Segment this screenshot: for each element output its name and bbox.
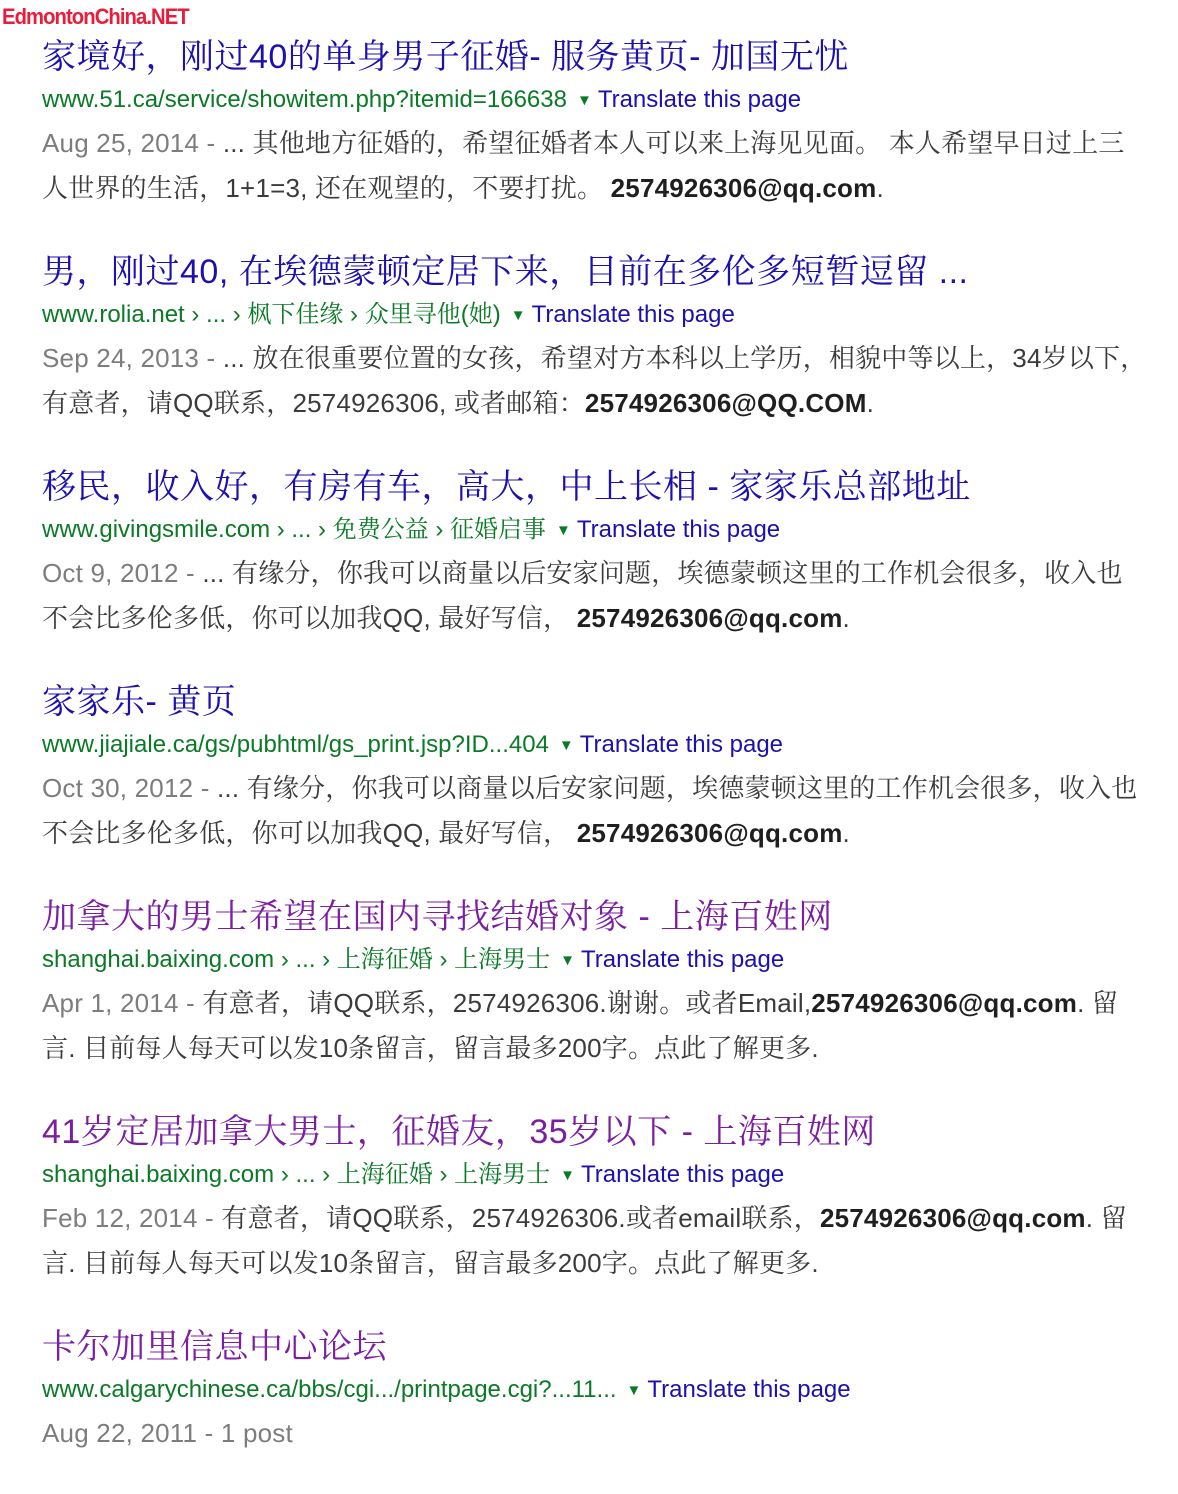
result-title-link[interactable]: 卡尔加里信息中心论坛 bbox=[42, 1328, 387, 1366]
result-url: www.51.ca/service/showitem.php?itemid=166638 bbox=[42, 86, 567, 113]
snippet-text: 有意者，请QQ联系，2574926306.或者email联系， bbox=[221, 1203, 820, 1233]
result-breadcrumb-url: shanghai.baixing.com › ... › 上海征婚 › 上海男士 bbox=[42, 1161, 551, 1188]
result-breadcrumb-url: www.rolia.net › ... › 枫下佳缘 › 众里寻他(她) bbox=[42, 301, 501, 328]
translate-this-page-link[interactable]: Translate this page bbox=[597, 86, 802, 113]
snippet-text: 有意者，请QQ联系，2574926306.谢谢。或者Email, bbox=[202, 988, 812, 1018]
search-result bbox=[42, 34, 1150, 211]
chevron-down-icon[interactable]: ▼ bbox=[510, 307, 526, 324]
result-url: www.calgarychinese.ca/bbs/cgi.../printpage.cgi?...11... bbox=[42, 1376, 617, 1403]
translate-this-page-link[interactable]: Translate this page bbox=[581, 1161, 785, 1188]
result-snippet bbox=[42, 1411, 1148, 1456]
search-result bbox=[42, 464, 1150, 641]
translate-this-page-link[interactable]: Translate this page bbox=[576, 516, 781, 543]
snippet-email-bold: 2574926306@qq.com bbox=[576, 818, 843, 848]
snippet-email-bold: 2574926306@QQ.COM bbox=[584, 388, 867, 418]
search-result bbox=[42, 249, 1150, 426]
chevron-down-icon[interactable]: ▼ bbox=[626, 1382, 642, 1399]
chevron-down-icon[interactable]: ▼ bbox=[560, 1167, 575, 1184]
result-snippet bbox=[42, 981, 1148, 1071]
result-url-line bbox=[42, 1370, 1150, 1411]
snippet-email-bold: 2574926306@qq.com bbox=[610, 173, 877, 203]
result-date: Aug 22, 2011 - 1 post bbox=[42, 1418, 293, 1448]
search-result bbox=[42, 1324, 1150, 1456]
snippet-text-after: . 留言. 目前每人每天可以发10条留言，留言最多200字。点此了解更多. bbox=[42, 1203, 1127, 1278]
result-url-line bbox=[42, 940, 1150, 981]
result-url-line bbox=[42, 80, 1150, 121]
result-url-line bbox=[42, 295, 1150, 336]
result-date: Oct 30, 2012 - bbox=[42, 773, 217, 803]
result-date: Aug 25, 2014 - bbox=[42, 128, 223, 158]
translate-this-page-link[interactable]: Translate this page bbox=[531, 301, 735, 328]
result-title-link[interactable]: 家家乐- 黄页 bbox=[42, 683, 237, 721]
result-date: Apr 1, 2014 - bbox=[42, 988, 203, 1018]
snippet-text: ... 有缘分，你我可以商量以后安家问题，埃德蒙顿这里的工作机会很多，收入也不会比多伦多低，你可以加我QQ, 最好写信， bbox=[42, 558, 1123, 633]
result-url-line bbox=[42, 510, 1150, 551]
snippet-email-bold: 2574926306@qq.com bbox=[811, 988, 1078, 1018]
result-snippet bbox=[42, 766, 1148, 856]
snippet-text-after: . bbox=[876, 173, 884, 203]
result-url-line bbox=[42, 1155, 1150, 1196]
result-title-link[interactable]: 加拿大的男士希望在国内寻找结婚对象 - 上海百姓网 bbox=[42, 898, 833, 936]
result-title-link[interactable]: 男，刚过40, 在埃德蒙顿定居下来，目前在多伦多短暂逗留 ... bbox=[42, 253, 969, 291]
snippet-text-after: . bbox=[842, 818, 850, 848]
result-snippet bbox=[42, 1196, 1148, 1286]
snippet-text: ... 其他地方征婚的，希望征婚者本人可以来上海见见面。 本人希望早日过上三人世界的生活，1+1=3, 还在观望的，不要打扰。 bbox=[42, 128, 1125, 203]
translate-this-page-link[interactable]: Translate this page bbox=[581, 946, 785, 973]
snippet-text-after: . 留言. 目前每人每天可以发10条留言，留言最多200字。点此了解更多. bbox=[42, 988, 1119, 1063]
search-result bbox=[42, 1109, 1150, 1286]
result-date: Oct 9, 2012 - bbox=[42, 558, 203, 588]
result-title-link[interactable]: 家境好，刚过40的单身男子征婚- 服务黄页- 加国无忧 bbox=[42, 38, 849, 76]
chevron-down-icon[interactable]: ▼ bbox=[558, 737, 574, 754]
chevron-down-icon[interactable]: ▼ bbox=[560, 952, 575, 969]
snippet-text-after: . bbox=[866, 388, 875, 418]
result-snippet bbox=[42, 551, 1148, 641]
edmontonchina-watermark: EdmontonChina.NET bbox=[2, 4, 189, 29]
result-breadcrumb-url: shanghai.baixing.com › ... › 上海征婚 › 上海男士 bbox=[42, 946, 551, 973]
snippet-text: ... 有缘分，你我可以商量以后安家问题，埃德蒙顿这里的工作机会很多，收入也不会比多伦多低，你可以加我QQ, 最好写信， bbox=[42, 773, 1138, 848]
search-results-list bbox=[42, 34, 1150, 1494]
snippet-email-bold: 2574926306@qq.com bbox=[576, 603, 843, 633]
result-url-line bbox=[42, 725, 1150, 766]
search-result bbox=[42, 679, 1150, 856]
search-result bbox=[42, 894, 1150, 1071]
result-breadcrumb-url: www.givingsmile.com › ... › 免费公益 › 征婚启事 bbox=[42, 516, 547, 543]
snippet-text: ... 放在很重要位置的女孩，希望对方本科以上学历，相貌中等以上，34岁以下，有意者，请QQ联系，2574926306, 或者邮箱： bbox=[42, 343, 1147, 418]
snippet-email-bold: 2574926306@qq.com bbox=[819, 1203, 1086, 1233]
result-title-link[interactable]: 41岁定居加拿大男士，征婚友，35岁以下 - 上海百姓网 bbox=[42, 1113, 876, 1151]
result-date: Feb 12, 2014 - bbox=[42, 1203, 222, 1233]
chevron-down-icon[interactable]: ▼ bbox=[556, 522, 571, 539]
result-url: www.jiajiale.ca/gs/pubhtml/gs_print.jsp?ID...404 bbox=[42, 731, 549, 758]
translate-this-page-link[interactable]: Translate this page bbox=[647, 1376, 851, 1403]
chevron-down-icon[interactable]: ▼ bbox=[576, 92, 592, 109]
result-snippet bbox=[42, 121, 1148, 211]
result-snippet bbox=[42, 336, 1148, 426]
result-title-link[interactable]: 移民，收入好，有房有车，高大，中上长相 - 家家乐总部地址 bbox=[42, 468, 971, 506]
translate-this-page-link[interactable]: Translate this page bbox=[579, 731, 784, 758]
snippet-text-after: . bbox=[842, 603, 850, 633]
result-date: Sep 24, 2013 - bbox=[42, 343, 223, 373]
